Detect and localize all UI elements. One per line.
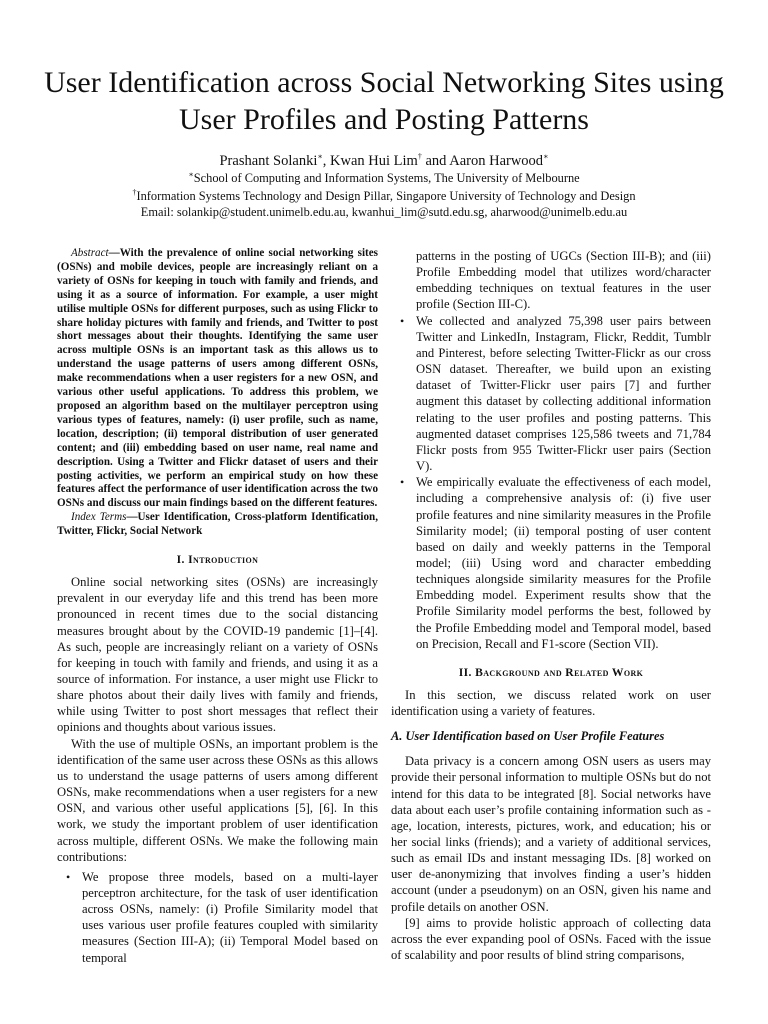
list-item-text: We collected and analyzed 75,398 user pairs between Twitter and LinkedIn, Instagram, Flickr, Reddit, Tumblr and Pinterest, before selecting Twitter-Flickr as our cross OSN dataset. Thereafter, we build upon an existing dataset of Twitter-Flickr user pairs [7] and further augment this dataset by collecting additional information relating to the user profiles and posting patterns. This augmented dataset comprises 125,586 tweets and 71,784 Flickr posts from 955 Twitter-Flickr user pairs (Section V).: [416, 313, 711, 474]
abstract-text: With the prevalence of online social networking sites (OSNs) and mobile devices, people are increasingly reliant on a variety of OSNs for keeping in touch with family and friends, and using it as a source of information. For example, a user might utilise multiple OSNs for different purposes, such as using Flickr to share holiday pictures with family and friends, and Twitter to post short messages about their thoughts. Identifying the same user across multiple OSNs is an important task as this allows us to understand the usage patterns of users among different OSNs, make recommendations when a user registers for a new OSN, and various other useful applications. To address this problem, we proposed an algorithm based on the multilayer perceptron using various types of features, namely: (i) user profile, such as name, location, description; (ii) temporal distribution of user generated content; and (iii) embedding based on user name, real name and description. Using a Twitter and Flickr dataset of users and their posting activities, we perform an empirical study on how these features affect the performance of user identification across the two OSNs and discuss our main findings based on the different features.: [57, 247, 378, 510]
bullet-icon: •: [400, 475, 405, 490]
right-column: [391, 248, 711, 963]
list-item-continuation: patterns in the posting of UGCs (Section III-B); and (iii) Profile Embedding model that utilizes word/character embedding techniques on textual features in the user profile (Section III-C).: [416, 249, 711, 312]
paper-title: User Identification across Social Networking Sites using User Profiles and Posting Patterns: [44, 66, 724, 136]
affiliation-mark: †: [132, 187, 137, 197]
left-column: [57, 247, 378, 966]
affiliation-melbourne: [40, 171, 728, 186]
index-terms-dash: —: [126, 511, 138, 524]
abstract: [57, 247, 378, 511]
abstract-heading: Abstract: [71, 247, 109, 259]
affiliation-text: School of Computing and Information Systems, The University of Melbourne: [193, 171, 580, 185]
affiliation-mark: ∗: [317, 152, 323, 162]
author-list: [40, 152, 728, 170]
section-heading-background: II. Background and Related Work: [458, 665, 644, 679]
author-name: Kwan Hui Lim: [330, 153, 418, 169]
list-item-text: We propose three models, based on a multi-layer perceptron architecture, for the task of user identification across OSNs, namely: (i) Profile Similarity model that uses various user profile features coupled with similarity measures (Section III-A); (ii) Temporal Model based on temporal: [82, 869, 378, 965]
author-name: Prashant Solanki: [219, 153, 318, 169]
intro-paragraph-1: Online social networking sites (OSNs) are increasingly prevalent in our everyday life and this trend has been more pronounced in recent times due to the social distancing measures brought about by the COVID-19 pandemic [1]–[4]. As such, people are increasingly reliant on a variety of OSNs for keeping in touch with family and friends, and using it as a source of information. For instance, a user might use Flickr to share photos about their daily lives with family and friends, while using Twitter to post short messages that reflect their opinions and thoughts about various issues.: [57, 575, 378, 735]
list-item-text: We empirically evaluate the effectiveness of each model, including a comprehensive analysis of: (i) five user profile features and nine similarity measures in the Profile Similarity model; (ii) temporal posting of user content based on daily and weekly patterns in the Temporal model; (iii) Using word and character embedding techniques alongside similarity measures for the Profile Embedding model. Experiment results show that the Profile Similarity model performs the best, followed by the Profile Embedding model and Temporal model, based on Precision, Recall and F1-score (Section VII).: [416, 475, 711, 651]
subsection-a-paragraph-1: Data privacy is a concern among OSN users as users may provide their personal information to multiple OSNs but do not intend for this data to be integrated [8]. Social networks have data about each user’s profile containing information such as - age, location, interests, pictures, work, and education; his or her social links (friends); and a variety of additional services, such as email IDs and instant messaging IDs. [8] worked on user de-anonymizing that involves finding a user’s hidden account (under a pseudonym) on an OSN, given his name and profile details on another OSN.: [391, 754, 711, 914]
background-paragraph-1: In this section, we discuss related work on user identification using a variety of features.: [391, 687, 711, 719]
subsection-a-paragraph-2: [9] aims to provide holistic approach of collecting data across the ever expanding pool of OSNs. Faced with the issue of scalability and poor results of blind string comparisons,: [391, 915, 711, 963]
bullet-icon: •: [400, 313, 405, 328]
affiliation-text: Information Systems Technology and Design Pillar, Singapore University of Technology and Design: [136, 189, 636, 203]
list-item: [391, 474, 711, 652]
index-terms-text: User Identification, Cross-platform Identification, Twitter, Flickr, Social Network: [57, 511, 378, 538]
contributions-list: [57, 869, 378, 966]
index-terms: [57, 511, 378, 539]
author-separator: ,: [322, 153, 331, 169]
index-terms-heading: Index Terms: [71, 511, 127, 524]
author-emails: Email: solankip@student.unimelb.edu.au, kwanhui_lim@sutd.edu.sg, aharwood@unimelb.edu.au: [140, 205, 628, 219]
list-item: [57, 869, 378, 966]
affiliation-mark: ∗: [543, 152, 549, 162]
subsection-heading-a: A. User Identification based on User Profile Features: [391, 729, 665, 744]
author-name: Aaron Harwood: [449, 153, 544, 169]
bullet-icon: •: [66, 869, 71, 884]
author-separator: and: [421, 153, 450, 169]
affiliation-mark: ∗: [188, 169, 194, 179]
contributions-list-continued: [391, 313, 711, 652]
section-heading-introduction: I. Introduction: [176, 553, 259, 567]
affiliation-sutd: [40, 189, 728, 204]
intro-paragraph-2: With the use of multiple OSNs, an important problem is the identification of the same user across these OSNs as this allows us to understand the usage patterns of users among different OSNs, make recommendations when a user registers for a new OSN, and various other useful applications [5], [6]. In this work, we study the important problem of user identification across multiple, different OSNs. We make the following main contributions:: [57, 736, 378, 864]
list-item: [391, 313, 711, 475]
affiliation-mark: †: [417, 152, 422, 162]
abstract-dash: —: [108, 247, 120, 259]
